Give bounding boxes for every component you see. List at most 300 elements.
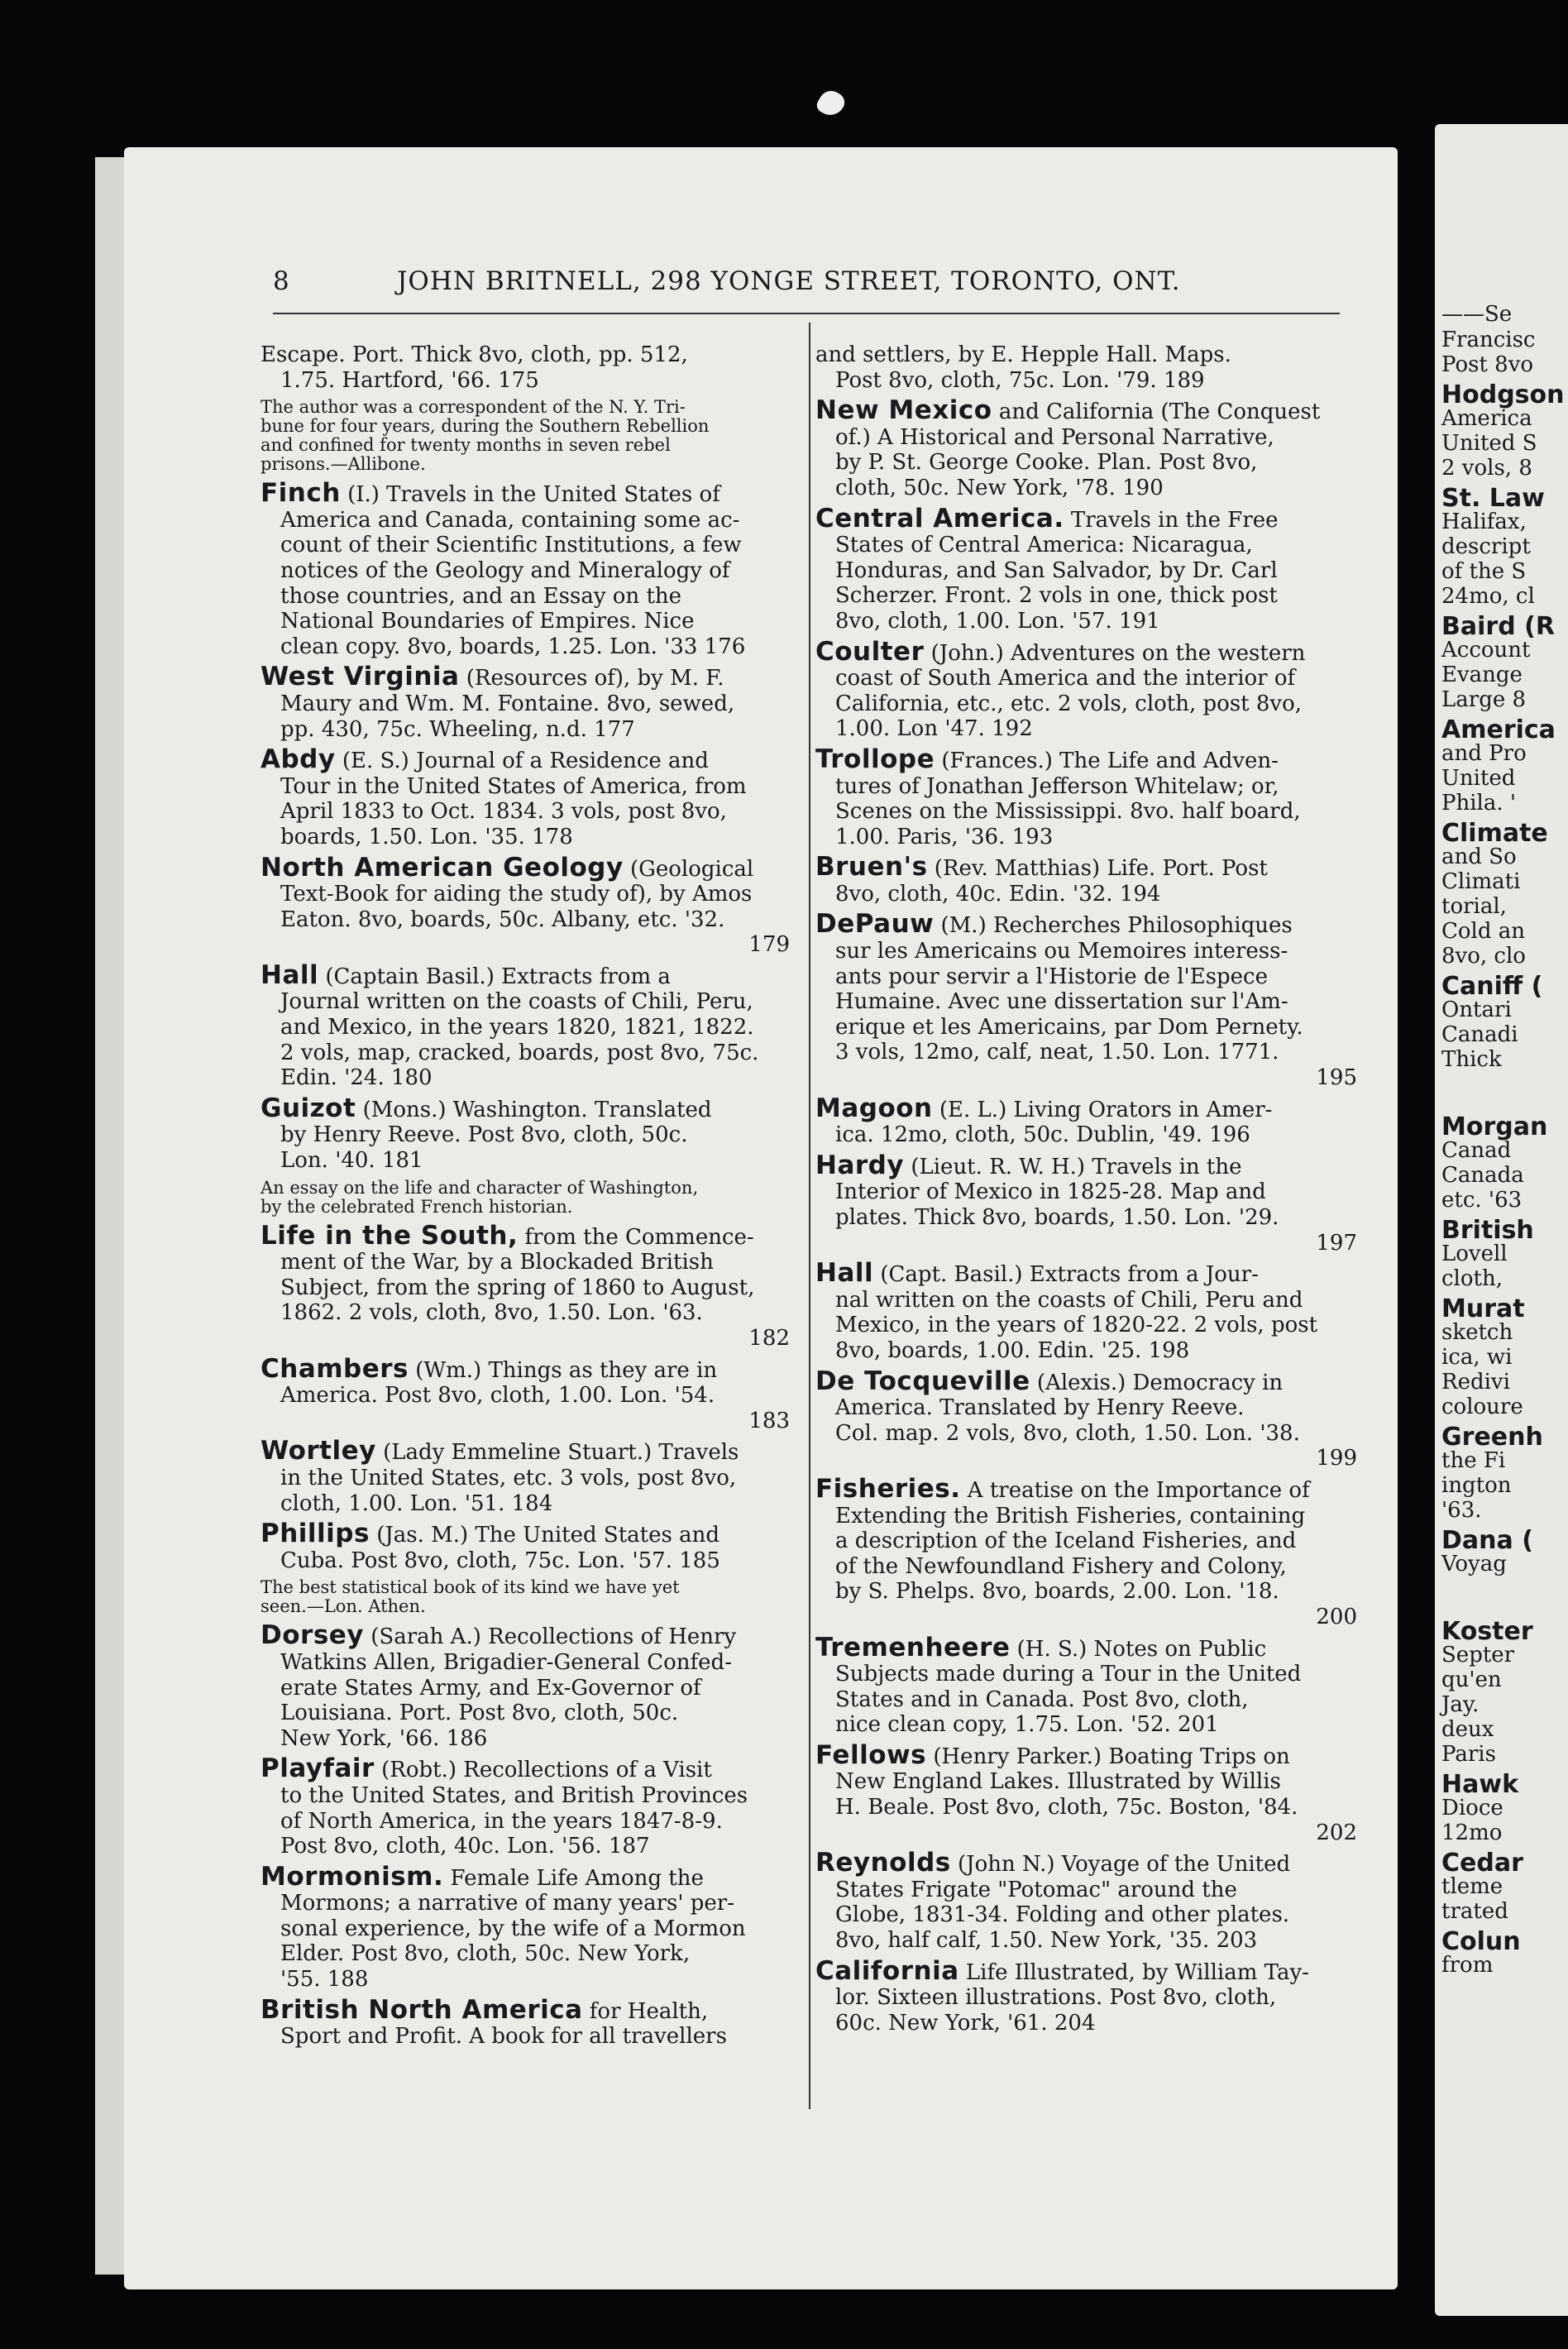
- left-column: [261, 342, 798, 2055]
- next-page-line: and So: [1441, 844, 1517, 869]
- entry-headword: Bruen's: [815, 852, 928, 883]
- entry-text: 1.00. Paris, '36. 193: [835, 824, 1054, 849]
- entry-text: Honduras, and San Salvador, by Dr. Carl: [835, 557, 1278, 583]
- entry-text: (John N.) Voyage of the United: [950, 1852, 1291, 1878]
- next-page-line: '63.: [1441, 1498, 1482, 1523]
- next-page-line: Francisc: [1441, 328, 1536, 352]
- entry-line: [261, 989, 798, 1015]
- entry-text: States of Central America: Nicaragua,: [835, 533, 1253, 558]
- entry-line: [815, 1395, 1365, 1421]
- entry-text: by the celebrated French historian.: [261, 1196, 573, 1217]
- entry-text: Journal written on the coasts of Chili, Peru,: [280, 989, 753, 1015]
- next-page-line: America: [1441, 715, 1556, 744]
- next-page-line: Redivi: [1441, 1370, 1510, 1395]
- entry-line: [261, 1994, 798, 2025]
- entry-text: New England Lakes. Illustrated by Willis: [835, 1769, 1281, 1795]
- entry-text: A treatise on the Importance of: [960, 1477, 1310, 1503]
- entry-line: [261, 1466, 798, 1491]
- entry-line: [261, 1300, 798, 1326]
- entry-text: a description of the Iceland Fisheries, and: [835, 1529, 1297, 1554]
- catalogue-entry: [815, 1366, 1365, 1471]
- entry-line: [815, 1687, 1365, 1713]
- entry-text: 183: [748, 1408, 790, 1433]
- catalogue-entry: [261, 478, 798, 659]
- entry-headword: Central America.: [815, 503, 1064, 533]
- entry-line: [261, 398, 798, 417]
- entry-text: plates. Thick 8vo, boards, 1.50. Lon. '29.: [835, 1205, 1279, 1230]
- entry-line: [815, 1231, 1365, 1256]
- entry-line: [815, 1769, 1365, 1795]
- entry-headword: Reynolds: [815, 1848, 951, 1878]
- entry-text: Female Life Among the: [443, 1865, 704, 1891]
- entry-text: to the United States, and British Provinces: [280, 1782, 748, 1808]
- entry-line: [815, 450, 1365, 476]
- entry-text: 8vo, half calf, 1.50. New York, '35. 203: [835, 1928, 1258, 1954]
- entry-text: (M.) Recherches Philosophiques: [934, 913, 1293, 939]
- entry-line: [261, 609, 798, 634]
- entry-line: [815, 1338, 1365, 1364]
- entry-line: [815, 1955, 1365, 1986]
- entry-line: [815, 1288, 1365, 1313]
- entry-text: (Captain Basil.) Extracts from a: [318, 964, 671, 989]
- entry-text: (Alexis.) Democracy in: [1030, 1370, 1284, 1395]
- entry-headword: Playfair: [261, 1753, 375, 1784]
- entry-text: 200: [1316, 1604, 1357, 1629]
- next-page-line: Canada: [1441, 1163, 1524, 1188]
- entry-line: [815, 1850, 1365, 1878]
- entry-line: [261, 1491, 798, 1517]
- entry-line: [815, 1579, 1365, 1605]
- next-page-line: 8vo, clo: [1441, 944, 1526, 969]
- entry-text: Louisiana. Port. Post 8vo, cloth, 50c.: [280, 1701, 679, 1726]
- entry-line: [261, 1065, 798, 1091]
- next-page-line: torial,: [1441, 894, 1507, 919]
- entry-text: (Lady Emmeline Stuart.) Travels: [375, 1440, 739, 1466]
- entry-text: Post 8vo, cloth, 40c. Lon. '56. 187: [280, 1834, 650, 1859]
- entry-line: [815, 1795, 1365, 1820]
- entry-text: (Frances.) The Life and Adven-: [935, 748, 1279, 773]
- entry-line: [261, 852, 798, 883]
- entry-line: [815, 1258, 1365, 1289]
- entry-text: Edin. '24. 180: [280, 1065, 433, 1091]
- entry-line: [261, 1220, 798, 1251]
- entry-text: (Robt.) Recollections of a Visit: [374, 1758, 712, 1783]
- entry-line: [261, 1179, 798, 1198]
- entry-text: of the Newfoundland Fishery and Colony,: [835, 1553, 1287, 1579]
- next-page-line: Morgan: [1441, 1112, 1548, 1141]
- entry-text: Text-Book for aiding the study of), by Amos: [280, 882, 753, 907]
- entry-text: States and in Canada. Post 8vo, cloth,: [835, 1686, 1249, 1712]
- entry-line: [261, 1941, 798, 1967]
- entry-headword: Wortley: [261, 1436, 376, 1466]
- entry-text: Maury and Wm. M. Fontaine. 8vo, sewed,: [280, 691, 735, 716]
- entry-text: Mormons; a narrative of many years' per-: [280, 1891, 734, 1916]
- entry-line: [261, 1620, 798, 1651]
- entry-text: (Geological: [623, 856, 754, 882]
- next-page-line: Account: [1441, 638, 1531, 663]
- next-page-fragment: [1435, 124, 1568, 2316]
- entry-text: tures of Jonathan Jefferson Whitelaw; or,: [835, 773, 1279, 799]
- entry-text: 1.75. Hartford, '66. 175: [280, 367, 539, 393]
- entry-headword: Dorsey: [261, 1620, 365, 1651]
- entry-line: [815, 1065, 1365, 1091]
- annotation-note: [261, 1179, 798, 1217]
- entry-line: [815, 1739, 1365, 1770]
- next-page-line: tleme: [1441, 1874, 1503, 1899]
- catalogue-entry: [815, 911, 1365, 1090]
- entry-text: coast of South America and the interior of: [835, 666, 1296, 691]
- entry-text: (Wm.) Things as they are in: [409, 1357, 718, 1383]
- entry-line: [261, 1676, 798, 1701]
- entry-headword: Abdy: [261, 744, 336, 775]
- entry-line: [261, 1353, 798, 1384]
- next-page-line: Ontari: [1441, 997, 1512, 1022]
- next-page-line: British: [1441, 1216, 1534, 1245]
- entry-text: Scenes on the Mississippi. 8vo. half board,: [835, 799, 1301, 825]
- entry-line: [815, 1712, 1365, 1738]
- entry-headword: Fisheries.: [815, 1473, 961, 1504]
- entry-line: [815, 1473, 1365, 1504]
- entry-text: of.) A Historical and Personal Narrative,: [835, 424, 1274, 450]
- entry-line: [261, 1122, 798, 1148]
- entry-line: [815, 395, 1365, 426]
- next-page-line: Climate: [1441, 819, 1548, 848]
- entry-line: [815, 666, 1365, 691]
- next-page-line: Caniff (: [1441, 972, 1543, 1001]
- entry-text: by Henry Reeve. Post 8vo, cloth, 50c.: [280, 1122, 688, 1148]
- entry-line: [261, 882, 798, 907]
- catalogue-entry: [815, 395, 1365, 500]
- entry-text: Sport and Profit. A book for all travellers: [280, 2024, 727, 2050]
- annotation-note: [261, 398, 798, 474]
- entry-line: [815, 368, 1365, 394]
- entry-text: Globe, 1831-34. Folding and other plates.: [835, 1902, 1290, 1928]
- catalogue-entry: [815, 1850, 1365, 1953]
- entry-line: [815, 964, 1365, 990]
- entry-text: Extending the British Fisheries, containing: [835, 1503, 1306, 1529]
- entry-line: [261, 717, 798, 743]
- entry-text: 202: [1316, 1820, 1357, 1845]
- entry-line: [815, 799, 1365, 825]
- entry-text: Life Illustrated, by William Tay-: [958, 1959, 1309, 1985]
- catalogue-entry: [261, 744, 798, 849]
- entry-line: [261, 1967, 798, 1993]
- entry-line: [815, 1015, 1365, 1041]
- next-page-line: deux: [1441, 1717, 1494, 1742]
- catalogue-entry: [815, 1258, 1365, 1363]
- entry-text: Humaine. Avec une dissertation sur l'Am-: [835, 989, 1288, 1015]
- entry-text: clean copy. 8vo, boards, 1.25. Lon. '33 176: [280, 634, 746, 659]
- catalogue-entry: [815, 1093, 1365, 1148]
- entry-line: [815, 1421, 1365, 1447]
- entry-text: 197: [1316, 1230, 1357, 1256]
- entry-line: [815, 911, 1365, 939]
- catalogue-entry: [815, 1150, 1365, 1256]
- entry-text: erique et les Americains, par Dom Pernety.: [835, 1014, 1303, 1040]
- entry-line: [261, 1650, 798, 1676]
- entry-line: [261, 2024, 798, 2050]
- entry-text: (Lieut. R. W. H.) Travels in the: [904, 1154, 1242, 1179]
- entry-line: [815, 558, 1365, 584]
- entry-text: sur les Americains ou Memoires interess-: [835, 939, 1288, 964]
- entry-line: [261, 1597, 798, 1616]
- next-page-line: Canadi: [1441, 1022, 1518, 1047]
- entry-headword: Hall: [261, 959, 319, 990]
- next-page-line: Evange: [1441, 663, 1523, 687]
- entry-text: 60c. New York, '61. 204: [835, 2010, 1096, 2036]
- catalogue-entry: [815, 1632, 1365, 1738]
- entry-line: [261, 1275, 798, 1301]
- column-divider: [809, 323, 810, 2109]
- entry-text: 199: [1316, 1446, 1357, 1471]
- entry-line: [261, 1326, 798, 1352]
- entry-text: (Mons.) Washington. Translated: [356, 1097, 712, 1122]
- entry-text: boards, 1.50. Lon. '35. 178: [280, 824, 573, 849]
- catalogue-entry: [261, 1620, 798, 1751]
- entry-text: erate States Army, and Ex-Governor of: [280, 1675, 701, 1701]
- entry-headword: West Virginia: [261, 662, 460, 692]
- entry-text: (E. S.) Journal of a Residence and: [335, 749, 709, 774]
- next-page-line: Large 8: [1441, 687, 1527, 712]
- catalogue-entry: [815, 342, 1365, 393]
- entry-line: [261, 1041, 798, 1066]
- entry-line: [261, 342, 798, 368]
- catalogue-entry: [815, 854, 1365, 907]
- entry-line: [261, 1809, 798, 1835]
- entry-headword: Finch: [261, 478, 341, 509]
- next-page-line: ica, wi: [1441, 1345, 1513, 1370]
- catalogue-entry: [261, 1438, 798, 1516]
- entry-line: [261, 774, 798, 800]
- entry-text: Elder. Post 8vo, cloth, 50c. New York,: [280, 1941, 691, 1967]
- entry-line: [261, 1861, 798, 1892]
- entry-line: [815, 342, 1365, 368]
- catalogue-entry: [261, 852, 798, 958]
- entry-text: National Boundaries of Empires. Nice: [280, 609, 695, 634]
- entry-headword: Life in the South,: [261, 1220, 519, 1251]
- entry-text: The best statistical book of its kind we have yet: [261, 1577, 680, 1598]
- entry-text: by S. Phelps. 8vo, boards, 2.00. Lon. '18.: [835, 1579, 1279, 1605]
- entry-text: New York, '66. 186: [280, 1725, 488, 1751]
- entry-line: [815, 939, 1365, 964]
- entry-line: [815, 691, 1365, 717]
- entry-line: [815, 825, 1365, 850]
- next-page-line: Canad: [1441, 1138, 1512, 1163]
- next-page-line: Dana (: [1441, 1526, 1533, 1555]
- next-page-line: America: [1441, 406, 1532, 431]
- next-page-line: Colun: [1441, 1927, 1521, 1956]
- next-page-line: Murat: [1441, 1294, 1525, 1323]
- entry-text: (E. L.) Living Orators in Amer-: [932, 1097, 1273, 1122]
- entry-line: [261, 959, 798, 990]
- entry-headword: DePauw: [815, 909, 935, 940]
- entry-text: Cuba. Post 8vo, cloth, 75c. Lon. '57. 185: [280, 1548, 720, 1573]
- entry-text: States Frigate "Potomac" around the: [835, 1877, 1237, 1902]
- entry-text: April 1833 to Oct. 1834. 3 vols, post 8vo,: [280, 799, 727, 825]
- entry-text: 179: [748, 932, 790, 958]
- entry-headword: Coulter: [815, 636, 925, 667]
- catalogue-entry: [261, 1753, 798, 1859]
- entry-line: [815, 1093, 1365, 1123]
- next-page-line: St. Law: [1441, 484, 1545, 513]
- next-page-line: Voyag: [1441, 1552, 1507, 1576]
- entry-line: [815, 989, 1365, 1015]
- entry-text: pp. 430, 75c. Wheeling, n.d. 177: [280, 716, 635, 742]
- entry-text: Col. map. 2 vols, 8vo, cloth, 1.50. Lon. '38.: [835, 1420, 1300, 1446]
- entry-text: Post 8vo, cloth, 75c. Lon. '79. 189: [835, 367, 1205, 393]
- entry-line: [261, 1916, 798, 1942]
- entry-line: [815, 1985, 1365, 2011]
- catalogue-entry: [815, 1473, 1365, 1630]
- entry-line: [261, 1834, 798, 1859]
- entry-line: [261, 1093, 798, 1123]
- entry-headword: North American Geology: [261, 852, 624, 883]
- next-page-line: cloth,: [1441, 1266, 1503, 1291]
- next-page-line: Thick: [1441, 1047, 1502, 1072]
- next-page-line: Koster: [1441, 1617, 1533, 1646]
- entry-line: [815, 744, 1365, 774]
- entry-headword: Trollope: [815, 744, 935, 774]
- entry-headword: New Mexico: [815, 395, 992, 426]
- entry-line: [815, 425, 1365, 451]
- next-page-line: Halifax,: [1441, 510, 1527, 534]
- next-page-line: qu'en: [1441, 1667, 1502, 1692]
- next-page-line: 2 vols, 8: [1441, 456, 1532, 481]
- next-page-line: Cold an: [1441, 919, 1526, 944]
- entry-line: [815, 1632, 1365, 1662]
- entry-line: [261, 368, 798, 394]
- entry-text: (Rev. Matthias) Life. Port. Post: [927, 856, 1268, 882]
- entry-text: America. Post 8vo, cloth, 1.00. Lon. '54.: [280, 1383, 715, 1409]
- next-page-line: Paris: [1441, 1742, 1496, 1767]
- catalogue-entry: [815, 744, 1365, 849]
- entry-headword: Hall: [815, 1258, 874, 1289]
- catalogue-entry: [261, 342, 798, 393]
- entry-text: 8vo, boards, 1.00. Edin. '25. 198: [835, 1337, 1190, 1363]
- entry-text: Eaton. 8vo, boards, 50c. Albany, etc. '32.: [280, 907, 725, 932]
- next-page-line: Hodgson: [1441, 380, 1565, 409]
- header-rule: [273, 313, 1340, 314]
- next-page-line: trated: [1441, 1899, 1508, 1924]
- entry-text: sonal experience, by the wife of a Mormon: [280, 1916, 746, 1941]
- entry-text: cloth, 50c. New York, '78. 190: [835, 475, 1164, 500]
- entry-text: Watkins Allen, Brigadier-General Confed-: [280, 1649, 732, 1675]
- entry-line: [261, 1891, 798, 1916]
- entry-text: of North America, in the years 1847-8-9.: [280, 1808, 723, 1834]
- entry-line: [815, 1504, 1365, 1529]
- entry-line: [261, 691, 798, 717]
- entry-text: California, etc., etc. 2 vols, cloth, post 8vo,: [835, 691, 1303, 716]
- catalogue-entry: [815, 1955, 1365, 2036]
- scan-smudge: [815, 87, 849, 121]
- entry-text: and settlers, by E. Hepple Hall. Maps.: [815, 342, 1231, 367]
- entry-line: [261, 558, 798, 584]
- entry-line: [815, 2011, 1365, 2036]
- entry-line: [815, 583, 1365, 609]
- page-title: JOHN BRITNELL, 298 YONGE STREET, TORONTO, ONT.: [397, 266, 1181, 296]
- catalogue-entry: [261, 959, 798, 1091]
- page-number: 8: [273, 266, 290, 296]
- entry-text: nice clean copy, 1.75. Lon. '52. 201: [835, 1712, 1219, 1738]
- entry-headword: Mormonism.: [261, 1861, 444, 1892]
- entry-line: [815, 503, 1365, 533]
- next-page-line: Jay.: [1441, 1692, 1480, 1717]
- entry-text: ants pour servir a l'Historie de l'Espece: [835, 964, 1269, 989]
- entry-line: [261, 1250, 798, 1275]
- entry-line: [815, 1205, 1365, 1231]
- entry-text: 1862. 2 vols, cloth, 8vo, 1.50. Lon. '63.: [280, 1300, 703, 1326]
- next-page-line: United S: [1441, 431, 1537, 456]
- entry-line: [261, 417, 798, 436]
- entry-text: America and Canada, containing some ac-: [280, 507, 740, 533]
- entry-text: and Mexico, in the years 1820, 1821, 1822.: [280, 1015, 754, 1041]
- entry-line: [815, 1313, 1365, 1338]
- next-page-line: Cedar: [1441, 1849, 1523, 1878]
- next-page-line: the Fi: [1441, 1448, 1506, 1473]
- next-page-line: Hawk: [1441, 1770, 1519, 1799]
- entry-line: [261, 1383, 798, 1409]
- entry-line: [261, 436, 798, 455]
- entry-line: [815, 1605, 1365, 1630]
- entry-headword: British North America: [261, 1994, 583, 2025]
- catalogue-entry: [261, 1220, 798, 1352]
- entry-line: [261, 533, 798, 558]
- entry-text: (John.) Adventures on the western: [924, 640, 1306, 666]
- catalogue-entry: [261, 664, 798, 742]
- entry-line: [261, 907, 798, 933]
- next-page-line: United: [1441, 766, 1516, 791]
- next-page-line: coloure: [1441, 1395, 1523, 1419]
- entry-line: [815, 716, 1365, 742]
- entry-text: in the United States, etc. 3 vols, post 8vo,: [280, 1465, 737, 1490]
- entry-text: seen.—Lon. Athen.: [261, 1596, 426, 1617]
- entry-headword: Phillips: [261, 1519, 370, 1549]
- entry-text: from the Commence-: [518, 1224, 754, 1250]
- next-page-line: Septer: [1441, 1643, 1515, 1667]
- entry-text: 2 vols, map, cracked, boards, post 8vo, 75c.: [280, 1040, 759, 1065]
- entry-headword: Guizot: [261, 1093, 356, 1123]
- entry-line: [815, 882, 1365, 907]
- entry-line: [815, 533, 1365, 558]
- entry-line: [261, 1521, 798, 1548]
- entry-headword: Fellows: [815, 1739, 927, 1770]
- entry-text: H. Beale. Post 8vo, cloth, 75c. Boston, '84.: [835, 1795, 1298, 1820]
- entry-text: prisons.—Allibone.: [261, 454, 426, 475]
- entry-line: [261, 478, 798, 509]
- entry-headword: Magoon: [815, 1093, 933, 1123]
- entry-text: Interior of Mexico in 1825-28. Map and: [835, 1179, 1266, 1205]
- catalogue-entry: [261, 1994, 798, 2050]
- next-page-line: Phila. ': [1441, 791, 1517, 816]
- entry-headword: Chambers: [261, 1353, 409, 1384]
- entry-text: those countries, and an Essay on the: [280, 583, 682, 609]
- entry-text: Lon. '40. 181: [280, 1148, 423, 1174]
- entry-text: lor. Sixteen illustrations. Post 8vo, cloth,: [835, 1985, 1277, 2011]
- entry-text: Scherzer. Front. 2 vols in one, thick post: [835, 583, 1278, 609]
- entry-line: [815, 1554, 1365, 1580]
- entry-line: [261, 508, 798, 533]
- entry-text: (Jas. M.) The United States and: [369, 1523, 719, 1548]
- entry-text: and confined for twenty months in seven rebel: [261, 435, 671, 456]
- entry-line: [815, 1122, 1365, 1148]
- entry-line: [815, 1529, 1365, 1554]
- next-page-line: from: [1441, 1953, 1494, 1978]
- entry-text: 8vo, cloth, 40c. Edin. '32. 194: [835, 881, 1161, 907]
- entry-line: [261, 1753, 798, 1784]
- entry-text: count of their Scientific Institutions, a few: [280, 533, 742, 558]
- entry-line: [261, 1409, 798, 1434]
- catalogue-entry: [261, 1353, 798, 1434]
